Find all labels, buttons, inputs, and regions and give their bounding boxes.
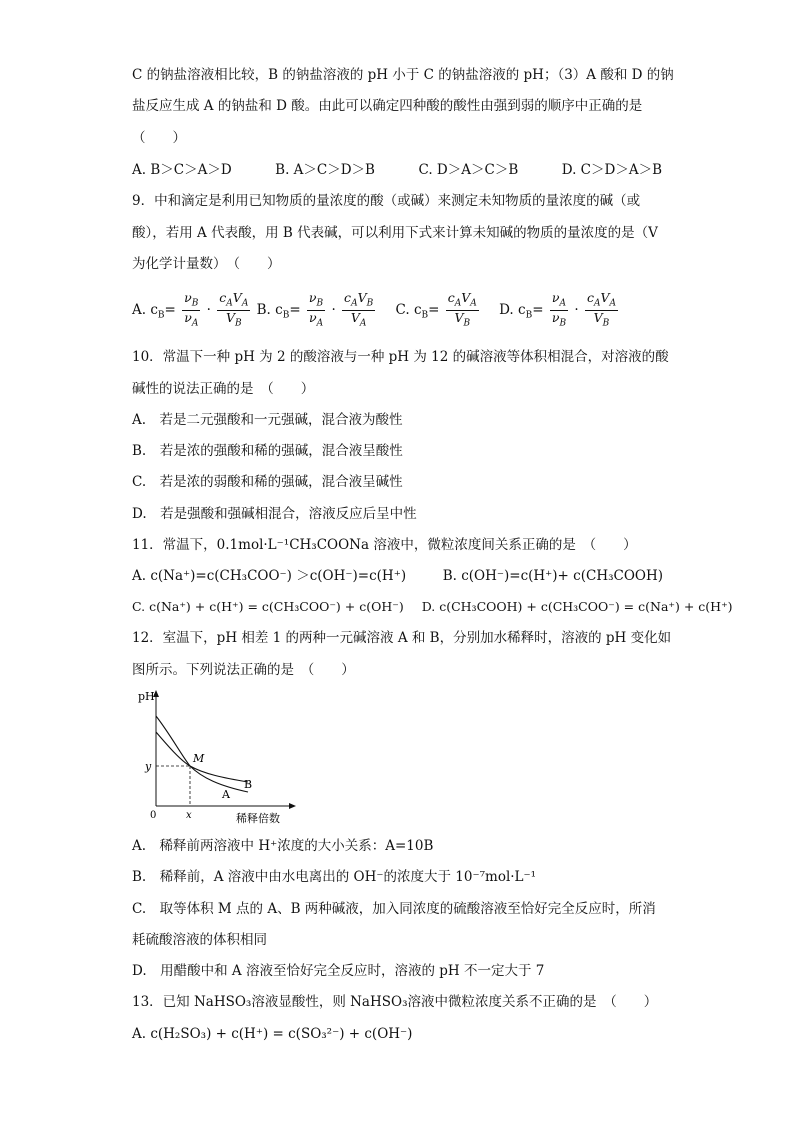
q12-option-d: D. 用醋酸中和 A 溶液至恰好完全反应时，溶液的 pH 不一定大于 7 (132, 963, 545, 979)
q10-option-d: D. 若是强酸和强碱相混合，溶液反应后呈中性 (132, 506, 417, 522)
q9-option-b: B. $c_B=$ $\frac{\nu_B}{\nu_A}$ · $\frac{c_AV_B}{V_A}$ (256, 289, 374, 329)
q13-option-a: A. c(H₂SO₃) + c(H⁺) = c(SO₃²⁻) + c(OH⁻) (132, 1026, 413, 1042)
q12-line-1: 12．室温下，pH 相差 1 的两种一元碱溶液 A 和 B，分别加水稀释时，溶液的 pH 变化如 (132, 630, 672, 646)
q11-line-1: 11．常温下，0.1mol·L⁻¹CH₃COONa 溶液中，微粒浓度间关系正确的是 （ ） (132, 537, 637, 553)
q8-line-1: C 的钠盐溶液相比较，B 的钠盐溶液的 pH 小于 C 的钠盐溶液的 pH；（3）A 酸和 D 的钠 (132, 67, 674, 83)
fraction: $\frac{\nu_A}{\nu_B}$ (551, 289, 567, 329)
q8-option-c: C. D＞A＞C＞B (418, 162, 519, 178)
x-axis-label: 稀释倍数 (236, 812, 280, 825)
fraction: $\frac{\nu_B}{\nu_A}$ (308, 289, 324, 329)
q11-options-cd (132, 598, 733, 616)
origin-label: 0 (150, 810, 157, 821)
q9-formula-options (132, 290, 620, 336)
fraction: $\frac{c_AV_A}{V_B}$ (219, 289, 249, 329)
q11-option-d: D. c(CH₃COOH) + c(CH₃COO⁻) = c(Na⁺) + c(H⁺) (421, 599, 733, 614)
fraction: $\frac{c_AV_A}{V_B}$ (447, 289, 477, 329)
q10-line-2: 碱性的说法正确的是 （ ） (132, 381, 315, 397)
q9-option-d: D. $c_B=$ $\frac{\nu_A}{\nu_B}$ · $\frac{c_AV_A}{V_B}$ (499, 289, 616, 329)
q8-option-d: D. C＞D＞A＞B (561, 162, 662, 178)
curve-b-label: B (244, 778, 253, 791)
q8-option-b: B. A＞C＞D＞B (275, 162, 375, 178)
q9-line-2: 酸），若用 A 代表酸，用 B 代表碱，可以利用下式来计算未知碱的物质的量浓度的是（V (132, 225, 658, 241)
q11-option-a: A. c(Na⁺)=c(CH₃COO⁻) ＞c(OH⁻)=c(H⁺) (132, 568, 407, 584)
curve-a-label: A (222, 788, 230, 801)
q9-option-a: A. $c_B=$ $\frac{\nu_B}{\nu_A}$ · $\frac{c_AV_A}{V_B}$ (132, 289, 249, 329)
q11-options-ab (132, 567, 663, 585)
q11-option-b: B. c(OH⁻)=c(H⁺)+ c(CH₃COOH) (442, 568, 664, 584)
q12-option-a: A. 稀释前两溶液中 H⁺浓度的大小关系：A=10B (132, 838, 434, 854)
q11-option-c: C. c(Na⁺) + c(H⁺) = c(CH₃COO⁻) + c(OH⁻) (132, 599, 404, 614)
q12-option-b: B. 稀释前，A 溶液中由水电离出的 OH⁻的浓度大于 10⁻⁷mol·L⁻¹ (132, 869, 537, 885)
q9-option-c: C. $c_B=$ $\frac{c_AV_A}{V_B}$ (395, 289, 477, 329)
point-m-label: M (193, 752, 205, 765)
y-mark-label: y (145, 760, 152, 773)
q8-option-a: A. B＞C＞A＞D (132, 162, 232, 178)
q10-option-b: B. 若是浓的强酸和稀的强碱，混合液呈酸性 (132, 443, 403, 459)
fraction: $\frac{\nu_B}{\nu_A}$ (184, 289, 199, 329)
q9-line-3: 为化学计量数） （ ） (132, 256, 281, 272)
q10-option-a: A. 若是二元强酸和一元强碱，混合液为酸性 (132, 412, 403, 428)
q8-line-3: （ ） (132, 130, 186, 146)
x-axis-arrow (289, 803, 296, 809)
q10-option-c: C. 若是浓的弱酸和稀的强碱，混合液呈碱性 (132, 474, 403, 490)
q8-line-2: 盐反应生成 A 的钠盐和 D 酸。由此可以确定四种酸的酸性由强到弱的顺序中正确的是 (132, 98, 643, 114)
y-axis-label: pH (138, 690, 155, 703)
ph-dilution-diagram (140, 686, 300, 826)
x-mark-label: x (186, 810, 192, 821)
q13-line-1: 13．已知 NaHSO₃溶液显酸性，则 NaHSO₃溶液中微粒浓度关系不正确的是 （ ） (132, 994, 658, 1010)
q12-option-c-line-2: 耗硫酸溶液的体积相同 (132, 932, 267, 948)
q12-line-2: 图所示。下列说法正确的是 （ ） (132, 662, 355, 678)
q9-line-1: 9．中和滴定是利用已知物质的量浓度的酸（或碱）来测定未知物质的量浓度的碱（或 (132, 193, 641, 209)
fraction: $\frac{c_AV_A}{V_B}$ (586, 289, 616, 329)
q10-line-1: 10．常温下一种 pH 为 2 的酸溶液与一种 pH 为 12 的碱溶液等体积相混合，对溶液的酸 (132, 349, 669, 365)
q12-option-c-line-1: C. 取等体积 M 点的 A、B 两种碱液，加入同浓度的硫酸溶液至恰好完全反应时，所消 (132, 901, 656, 917)
q8-options (132, 161, 662, 179)
fraction: $\frac{c_AV_B}{V_A}$ (344, 289, 374, 329)
